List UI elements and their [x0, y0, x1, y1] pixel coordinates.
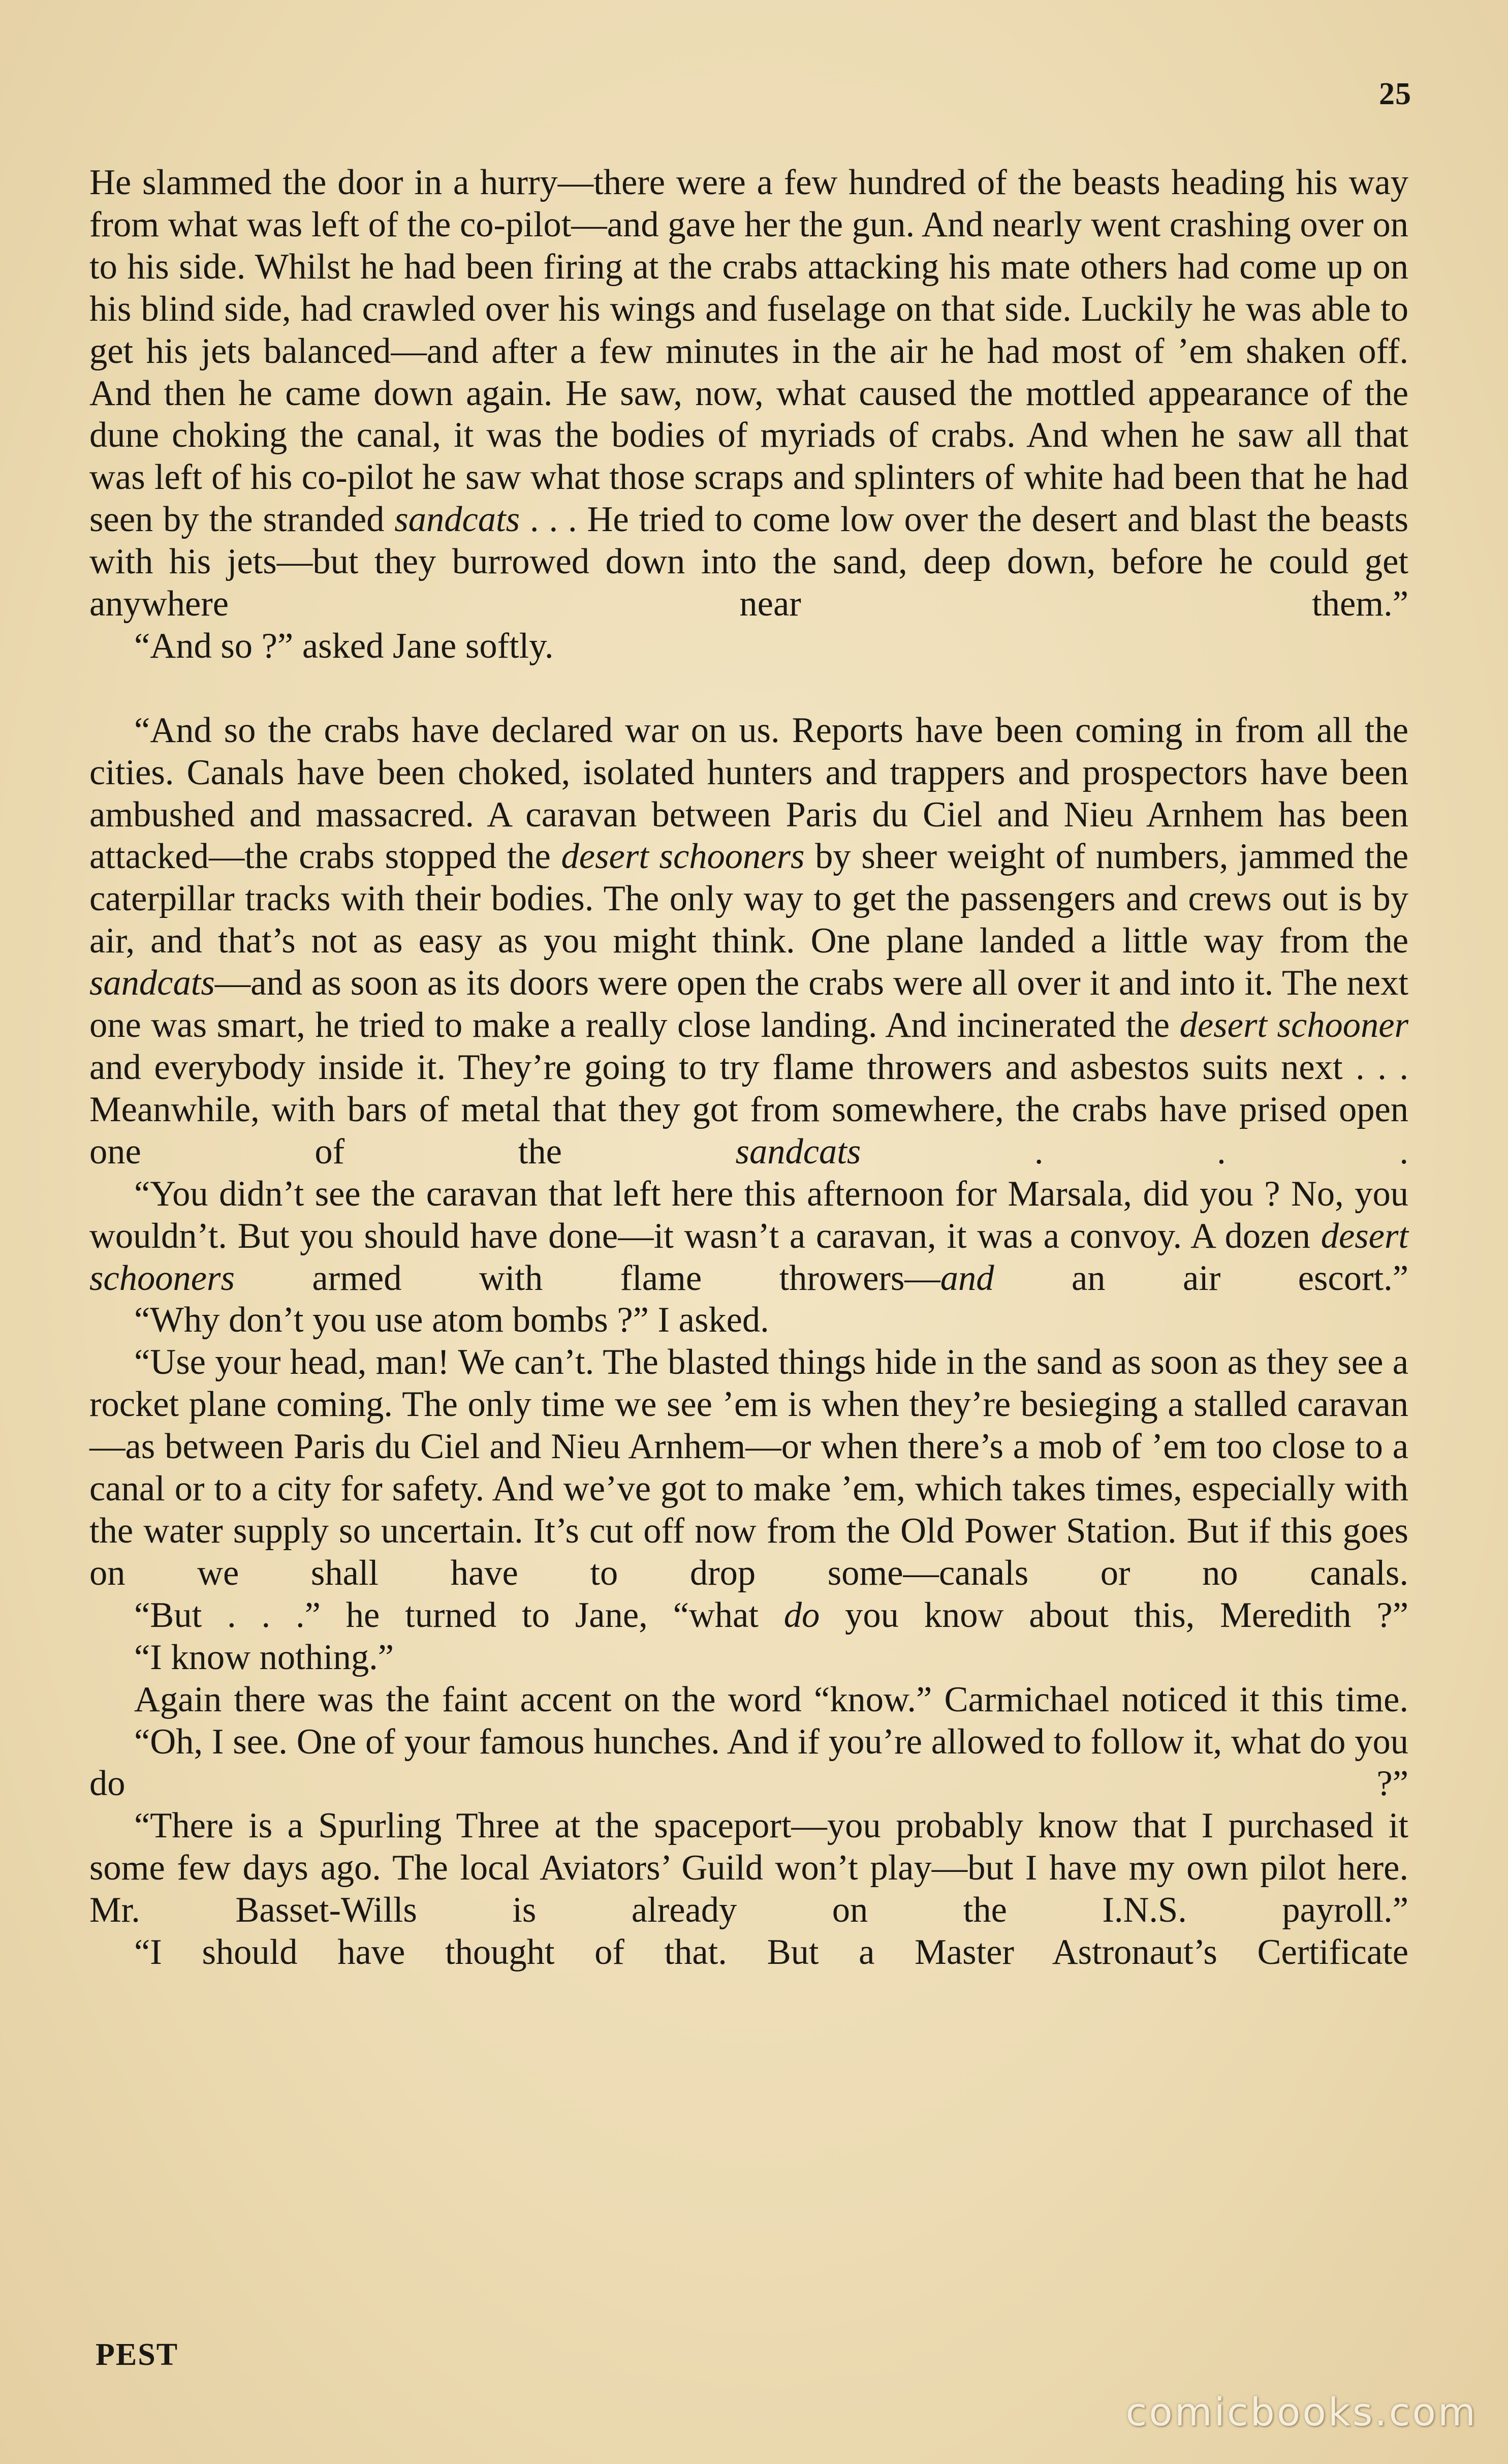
paragraph: “Use your head, man! We can’t. The blasted things hide in the sand as soon as they see a rocket plane coming. The only time we see ’em is when they’re besieging a stalled caravan—as between Paris du Ciel and Nieu Arnhem—or when there’s a mob of ’em too close to a canal or to a city for safety. And we’ve got to make ’em, which takes times, especially with the water supply so uncertain. It’s cut off now from the Old Power Station. But if this goes on we shall have to drop some—canals or no canals.: [89, 1342, 1408, 1593]
paragraph: “I know nothing.”: [134, 1637, 394, 1677]
paragraph: “I should have thought of that. But a Master Astronaut’s Certificate: [134, 1932, 1408, 1973]
paragraph: “Oh, I see. One of your famous hunches. And if you’re allowed to follow it, what do you do ?”: [89, 1721, 1408, 1804]
footer-label: PEST: [96, 2337, 179, 2372]
text-column: [89, 162, 1408, 1974]
paragraph: He slammed the door in a hurry—there were a few hundred of the beasts heading his way from what was left of the co-pilot—and gave her the gun. And nearly went crashing over on to his side. Whilst he had been firing at the crabs attacking his mate others had come up on his blind side, had crawled over his wings and fuselage on that side. Luckily he was able to get his jets balanced—and after a few minutes in the air he had most of ’em shaken off. And then he came down again. He saw, now, what caused the mottled appearance of the dune choking the canal, it was the bodies of myriads of crabs. And when he saw all that was left of his co-pilot he saw what those scraps and splinters of white had been that he had seen by the stranded sandcats . . . He tried to come low over the desert and blast the beasts with his jets—but they burrowed down into the sand, deep down, before he could get anywhere near them.”: [89, 163, 1409, 624]
paragraph: Again there was the faint accent on the word “know.” Carmichael noticed it this time.: [134, 1679, 1408, 1719]
page-number: 25: [1379, 77, 1411, 111]
paragraph: “But . . .” he turned to Jane, “what do you know about this, Meredith ?”: [134, 1595, 1409, 1635]
paragraph: “Why don’t you use atom bombs ?” I asked.: [134, 1300, 769, 1340]
paragraph: “There is a Spurling Three at the spaceport—you probably know that I purchased it some few days ago. The local Aviators’ Guild won’t play—but I have my own pilot here. Mr. Basset-Wills is already on the I.N.S. payroll.”: [89, 1806, 1408, 1930]
paragraph: “And so ?” asked Jane softly.: [134, 626, 554, 666]
watermark: comicbooks.com: [1125, 2389, 1478, 2435]
paragraph: “You didn’t see the caravan that left here this afternoon for Marsala, did you ? No, you wouldn’t. But you should have done—it wasn’t a caravan, it was a convoy. A dozen desert schooners armed with flame throwers—and an air escort.”: [89, 1174, 1408, 1298]
paragraph: “And so the crabs have declared war on us. Reports have been coming in from all the cities. Canals have been choked, isolated hunters and trappers and prospectors have been ambushed and massacred. A caravan between Paris du Ciel and Nieu Arnhem has been attacked—the crabs stopped the desert schooners by sheer weight of numbers, jammed the caterpillar tracks with their bodies. The only way to get the passengers and crews out is by air, and that’s not as easy as you might think. One plane landed a little way from the sandcats—and as soon as its doors were open the crabs were all over it and into it. The next one was smart, he tried to make a really close landing. And incinerated the desert schooner and everybody inside it. They’re going to try flame throwers and asbestos suits next . . . Meanwhile, with bars of metal that they got from somewhere, the crabs have prised open one of the sandcats . . .: [89, 710, 1409, 1172]
